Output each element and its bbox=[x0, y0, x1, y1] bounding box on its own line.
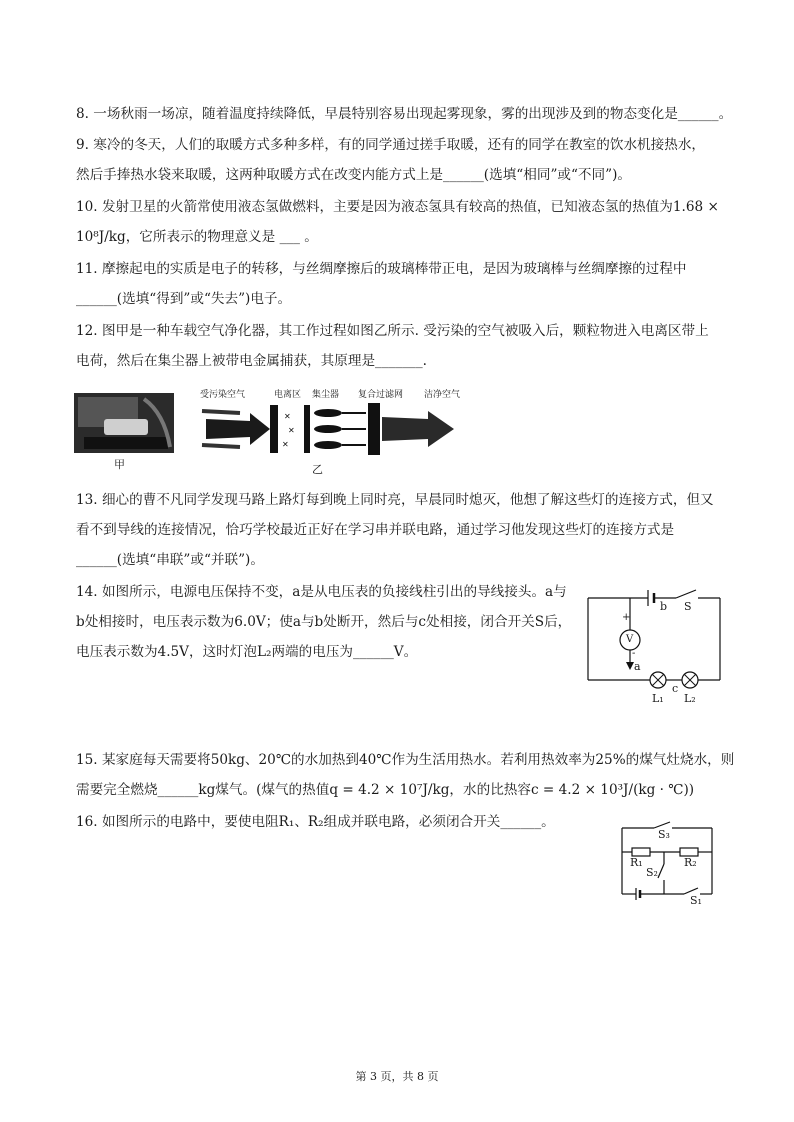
svg-text:✕: ✕ bbox=[284, 412, 291, 421]
q14-label-l2: L₂ bbox=[684, 692, 696, 705]
figure-jia-label: 甲 bbox=[114, 458, 125, 471]
q9-line-1: 9. 寒冷的冬天，人们的取暖方式多种多样，有的同学通过搓手取暖，还有的同学在教室的饮水机接热水， bbox=[76, 137, 706, 153]
page-footer: 第 3 页，共 8 页 bbox=[355, 1070, 439, 1083]
figure-jia bbox=[74, 393, 174, 473]
label-collector: 集尘器 bbox=[312, 390, 340, 400]
label-polluted-air: 受污染空气 bbox=[200, 390, 246, 400]
q11-line-1: 11. 摩擦起电的实质是电子的转移，与丝绸摩擦后的玻璃棒带正电，是因为玻璃棒与丝绸摩擦的过程中 bbox=[76, 261, 687, 277]
svg-text:✕: ✕ bbox=[288, 426, 295, 435]
q14-label-c: c bbox=[672, 682, 679, 695]
figure-yi bbox=[200, 387, 470, 475]
q14-label-s: S bbox=[684, 600, 692, 613]
q16-label-s2: S₂ bbox=[646, 866, 658, 879]
q16-label-s1: S₁ bbox=[690, 894, 702, 907]
label-ion-zone: 电离区 bbox=[274, 390, 302, 400]
q16-circuit-figure bbox=[618, 818, 718, 908]
q14-line-1: 14. 如图所示，电源电压保持不变，a是从电压表的负接线柱引出的导线接头。a与 bbox=[76, 584, 567, 600]
q15-line-2: 需要完全燃烧______kg煤气。(煤气的热值q = 4.2 × 10⁷J/kg，水的比热容c = 4.2 × 10³J/(kg · ℃)) bbox=[76, 782, 695, 798]
q16-line-1: 16. 如图所示的电路中，要使电阻R₁、R₂组成并联电路，必须闭合开关______。 bbox=[76, 814, 555, 830]
purifier-diagram bbox=[200, 399, 470, 469]
q8-line-1: 8. 一场秋雨一场凉，随着温度持续降低，早晨特别容易出现起雾现象，雾的出现涉及到的物态变化是______。 bbox=[76, 106, 733, 122]
q9-line-2: 然后手捧热水袋来取暖，这两种取暖方式在改变内能方式上是______(选填“相同”或“不同”)。 bbox=[76, 167, 631, 183]
label-clean-air: 洁净空气 bbox=[424, 390, 461, 400]
q14-label-minus: - bbox=[632, 648, 636, 659]
q13-line-2: 看不到导线的连接情况，恰巧学校最近正好在学习串并联电路，通过学习他发现这些灯的连接方式是 bbox=[76, 522, 675, 538]
q14-line-3: 电压表示数为4.5V，这时灯泡L₂两端的电压为______V。 bbox=[76, 644, 418, 660]
q15-line-1: 15. 某家庭每天需要将50kg、20℃的水加热到40℃作为生活用热水。若利用热效率为25%的煤气灶烧水，则 bbox=[76, 752, 735, 768]
label-filter: 复合过滤网 bbox=[358, 390, 404, 400]
q16-label-r2: R₂ bbox=[684, 856, 697, 869]
q13-line-3: ______(选填“串联”或“并联”)。 bbox=[76, 552, 264, 568]
q14-label-a: a bbox=[634, 660, 641, 673]
q12-line-1: 12. 图甲是一种车载空气净化器，其工作过程如图乙所示. 受污染的空气被吸入后，颗粒物进入电离区带上 bbox=[76, 323, 709, 339]
q14-label-b: b bbox=[660, 600, 668, 613]
q11-line-2: ______(选填“得到”或“失去”)电子。 bbox=[76, 291, 292, 307]
figure-yi-label: 乙 bbox=[312, 463, 323, 476]
q14-label-plus: + bbox=[622, 612, 631, 623]
q10-line-1: 10. 发射卫星的火箭常使用液态氢做燃料，主要是因为液态氢具有较高的热值，已知液态氢的热值为1.68 × bbox=[76, 199, 719, 215]
q13-line-1: 13. 细心的曹不凡同学发现马路上路灯每到晚上同时亮，早晨同时熄灭，他想了解这些灯的连接方式，但又 bbox=[76, 492, 714, 508]
q16-label-r1: R₁ bbox=[630, 856, 643, 869]
svg-text:✕: ✕ bbox=[282, 440, 289, 449]
q14-label-l1: L₁ bbox=[652, 692, 664, 705]
q12-line-2: 电荷，然后在集尘器上被带电金属捕获，其原理是_______. bbox=[76, 353, 427, 369]
q14-line-2: b处相接时，电压表示数为6.0V；使a与b处断开，然后与c处相接，闭合开关S后， bbox=[76, 614, 572, 630]
q14-circuit-figure bbox=[584, 582, 724, 712]
q14-label-v: V bbox=[626, 634, 634, 645]
q10-line-2: 10⁸J/kg，它所表示的物理意义是 ___ 。 bbox=[76, 229, 318, 245]
q16-label-s3: S₃ bbox=[658, 828, 670, 841]
